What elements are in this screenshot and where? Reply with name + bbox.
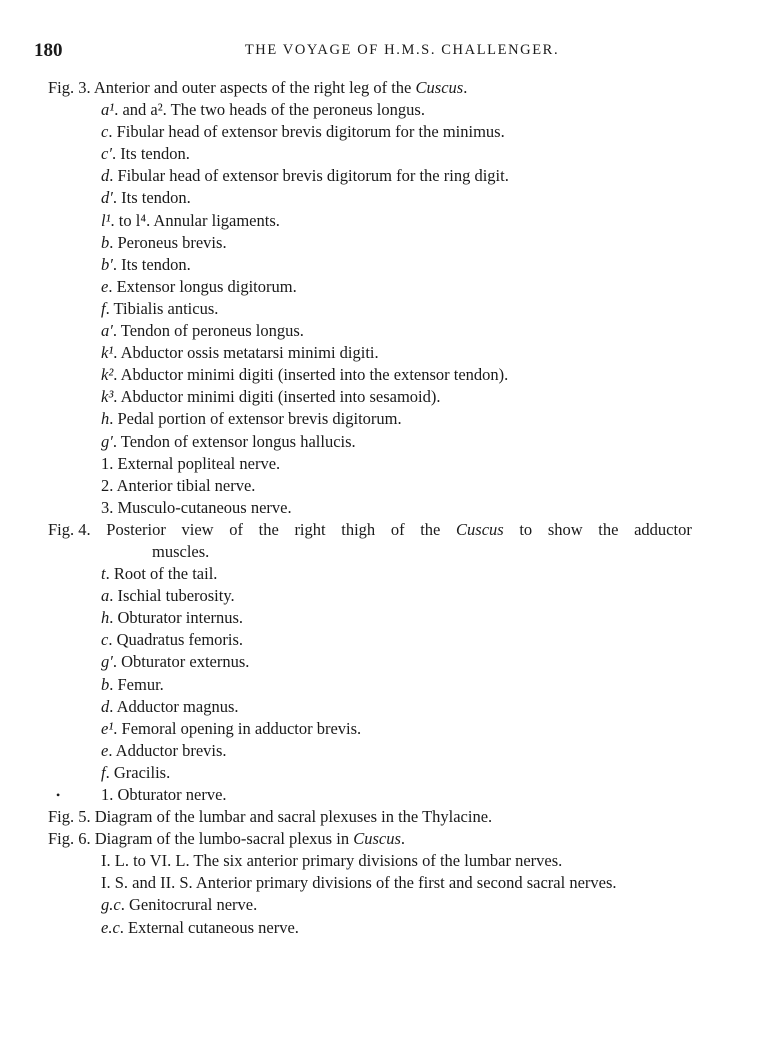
figure-caption — [0, 519, 692, 541]
legend-text: . Tendon of extensor longus hallucis. — [112, 431, 356, 451]
caption-text: muscles. — [152, 541, 210, 561]
legend-item — [0, 187, 776, 209]
legend-text: I. L. to VI. L. The six anterior primary divisions of the lumbar nerves. — [101, 851, 563, 871]
legend-text: . Femur. — [109, 674, 164, 694]
legend-text: . Pedal portion of extensor brevis digitorum. — [109, 409, 402, 429]
legend-item — [0, 320, 776, 342]
legend-item — [0, 386, 776, 408]
legend-key: c — [101, 630, 109, 650]
page-header — [34, 40, 740, 64]
legend-key: g′ — [101, 652, 113, 672]
caption-tail: . — [463, 78, 468, 97]
legend-key: f — [101, 762, 106, 782]
caption-word: of — [390, 519, 405, 539]
legend-key: e — [101, 276, 109, 296]
legend-item — [0, 850, 776, 872]
legend-key: a¹ — [101, 100, 115, 120]
caption-word: of — [229, 519, 243, 539]
legend-item — [0, 210, 776, 232]
legend-key: b — [101, 674, 110, 694]
page-number: 180 — [34, 40, 63, 61]
caption-word: right — [294, 519, 326, 539]
legend-text: . Extensor longus digitorum. — [108, 276, 297, 296]
legend-text: . and a². The two heads of the peroneus longus. — [114, 100, 425, 120]
legend-item — [0, 165, 776, 187]
legend-key: e¹ — [101, 718, 114, 738]
legend-text: . Tendon of peroneus longus. — [112, 321, 304, 341]
legend-item — [0, 143, 776, 165]
caption-word: the — [258, 519, 279, 539]
figure-caption — [0, 806, 776, 828]
legend-item — [0, 585, 776, 607]
legend-item — [0, 342, 776, 364]
legend-item — [0, 563, 776, 585]
caption-word: show — [547, 519, 583, 539]
legend-text: . Abductor minimi digiti (inserted into sesamoid). — [113, 387, 441, 407]
legend-item — [0, 431, 776, 453]
legend-text: 1. External popliteal nerve. — [101, 453, 281, 473]
caption-text: Diagram of the lumbar and sacral plexuses in the Thylacine. — [94, 807, 493, 827]
caption-word: Posterior — [106, 519, 166, 539]
legend-item — [0, 894, 776, 916]
legend-item — [0, 453, 776, 475]
legend-text: . Adductor magnus. — [109, 696, 239, 716]
caption-word: the — [598, 519, 619, 539]
legend-item — [0, 607, 776, 629]
legend-text: . Abductor ossis metatarsi minimi digiti. — [113, 343, 379, 363]
legend-text: . Abductor minimi digiti (inserted into the extensor tendon). — [113, 365, 509, 385]
legend-item — [0, 121, 776, 143]
legend-text: 1. Obturator nerve. — [101, 785, 227, 804]
legend-text: . Genitocrural nerve. — [120, 895, 258, 915]
legend-text: . Its tendon. — [112, 188, 191, 208]
legend-text: . External cutaneous nerve. — [119, 917, 299, 937]
legend-key: h — [101, 608, 110, 628]
legend-item — [0, 408, 776, 430]
legend-text: I. S. and II. S. Anterior primary divisions of the first and second sacral nerves. — [101, 873, 617, 893]
legend-key: l¹ — [101, 210, 111, 230]
legend-key: k¹ — [101, 343, 114, 363]
legend-text: . Tibialis anticus. — [105, 298, 219, 318]
legend-text: . to l⁴. Annular ligaments. — [110, 210, 280, 230]
legend-text: 3. Musculo-cutaneous nerve. — [101, 497, 292, 517]
caption-continuation — [0, 541, 776, 563]
legend-key: b — [101, 232, 110, 252]
caption-word: view — [181, 519, 214, 539]
legend-text: . Its tendon. — [111, 144, 190, 164]
legend-text: . Obturator internus. — [109, 608, 244, 628]
legend-item — [0, 917, 776, 939]
legend-key: c′ — [101, 144, 112, 164]
caption-word: to — [519, 519, 533, 539]
legend-text: . Adductor brevis. — [108, 740, 227, 760]
caption-word: the — [420, 519, 441, 539]
genus-name: Cuscus — [353, 829, 401, 849]
legend-key: t — [101, 564, 106, 584]
legend-item — [0, 740, 776, 762]
legend-text: . Fibular head of extensor brevis digitorum for the minimus. — [108, 122, 505, 142]
legend-text: . Fibular head of extensor brevis digitorum for the ring digit. — [109, 166, 509, 186]
legend-key: g′ — [101, 431, 113, 451]
legend-key: k³ — [101, 387, 114, 407]
legend-item — [0, 762, 776, 784]
legend-text: . Gracilis. — [105, 762, 171, 782]
legend-item — [0, 872, 776, 894]
legend-text: . Femoral opening in adductor brevis. — [113, 718, 362, 738]
legend-key: c — [101, 122, 109, 142]
legend-item — [0, 784, 776, 806]
legend-text: . Root of the tail. — [105, 564, 218, 584]
legend-key: k² — [101, 365, 114, 385]
caption-text: Anterior and outer aspects of the right leg of the — [93, 78, 412, 97]
legend-item — [0, 696, 776, 718]
figure-label: Fig. 5. — [48, 807, 91, 827]
legend-text: . Obturator externus. — [112, 652, 250, 672]
legend-item — [0, 232, 776, 254]
margin-dot: • — [56, 788, 61, 802]
figure-caption — [0, 828, 776, 850]
legend-key: a′ — [101, 321, 113, 341]
legend-item — [0, 651, 776, 673]
legend-item — [0, 674, 776, 696]
legend-item — [0, 497, 776, 519]
caption-tail: . — [400, 829, 405, 849]
legend-text: . Its tendon. — [112, 254, 191, 274]
legend-key: e — [101, 740, 109, 760]
genus-name: Cuscus — [415, 78, 464, 97]
figure-label: Fig. 3. — [48, 78, 91, 97]
legend-item — [0, 99, 776, 121]
legend-key: d′ — [101, 188, 113, 208]
legend-text: 2. Anterior tibial nerve. — [101, 475, 256, 495]
legend-text: . Ischial tuberosity. — [109, 586, 235, 606]
legend-key: b′ — [101, 254, 113, 274]
legend-item — [0, 718, 776, 740]
figure-label: Fig. 6. — [48, 829, 91, 849]
legend-text: . Peroneus brevis. — [109, 232, 227, 252]
legend-key: g.c — [101, 895, 121, 915]
legend-key: e.c — [101, 917, 120, 937]
legend-key: f — [101, 298, 106, 318]
legend-key: h — [101, 409, 110, 429]
legend-item — [0, 364, 776, 386]
legend-item — [0, 475, 776, 497]
caption-text: Diagram of the lumbo-sacral plexus in — [94, 829, 350, 849]
figure-caption — [0, 77, 776, 99]
legend-key: a — [101, 586, 110, 606]
legend-item — [0, 276, 776, 298]
legend-item — [0, 254, 776, 276]
caption-word: adductor — [634, 519, 692, 539]
legend-item — [0, 298, 776, 320]
legend-text: . Quadratus femoris. — [108, 630, 244, 650]
figure-legend — [0, 77, 776, 939]
legend-item — [0, 629, 776, 651]
caption-word: thigh — [341, 519, 376, 539]
running-title: THE VOYAGE OF H.M.S. CHALLENGER. — [244, 42, 560, 58]
legend-key: d — [101, 696, 110, 716]
caption-word: Cuscus — [456, 519, 504, 539]
legend-key: d — [101, 166, 110, 186]
figure-label: Fig. 4. — [48, 519, 91, 539]
